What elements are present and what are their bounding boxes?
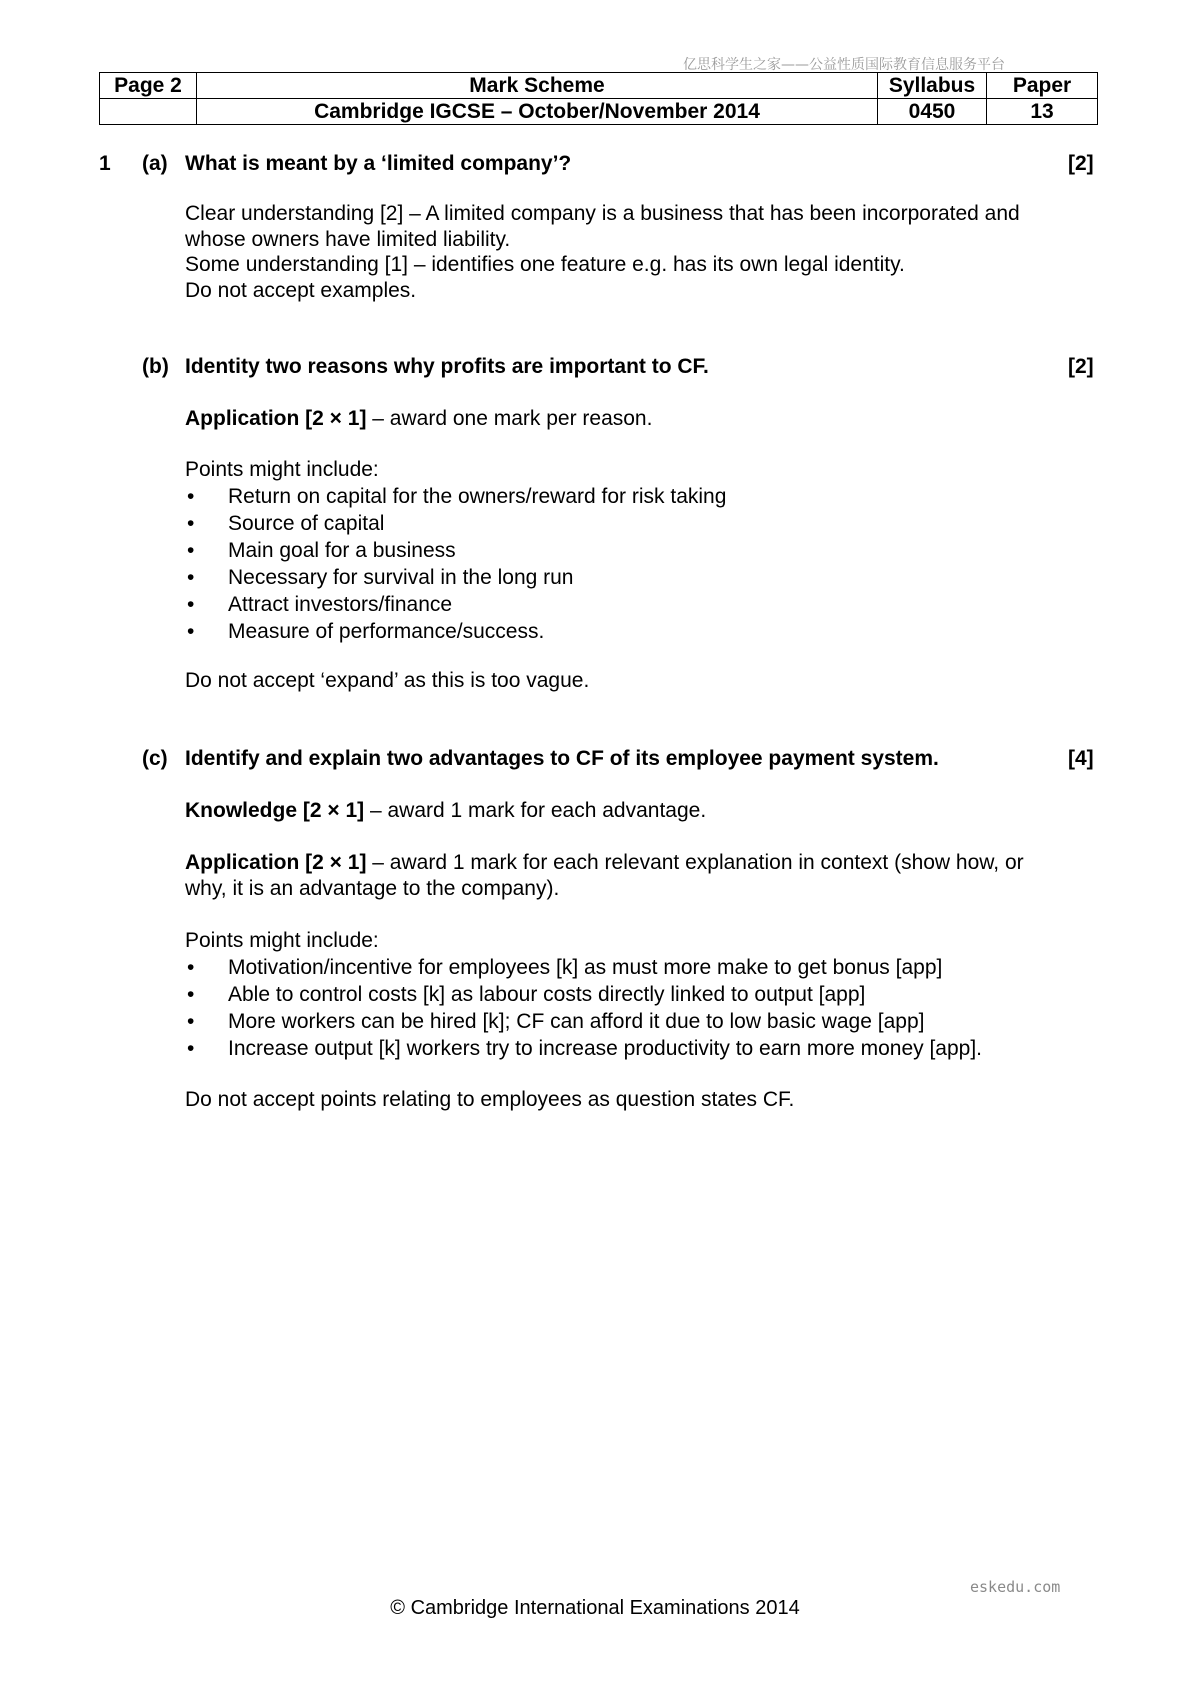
application-bold: Application [2 × 1] [185, 851, 367, 874]
part-b-points-list [185, 483, 726, 645]
list-item: • Increase output [k] workers try to increase productivity to earn more money [app]. [185, 1035, 982, 1062]
part-c-note: Do not accept points relating to employees as question states CF. [185, 1088, 795, 1111]
part-c-points-intro: Points might include: [185, 929, 379, 952]
part-b-application [185, 406, 652, 432]
part-a-line: Do not accept examples. [185, 279, 417, 302]
part-a-line: whose owners have limited liability. [185, 228, 511, 251]
part-c-label: (c) [142, 747, 168, 770]
paper-label: Paper [987, 73, 1098, 99]
part-c-knowledge [185, 798, 706, 824]
part-b-marks: [2] [1068, 355, 1094, 378]
part-c-question: Identify and explain two advantages to CF of its employee payment system. [185, 747, 939, 770]
list-item: • Motivation/incentive for employees [k] as must more make to get bonus [app] [185, 954, 982, 981]
list-item: • Main goal for a business [185, 537, 726, 564]
part-c-application-line2: why, it is an advantage to the company). [185, 877, 560, 900]
part-c-application [185, 850, 1024, 876]
syllabus-code: 0450 [878, 99, 987, 125]
part-c-points-list [185, 954, 982, 1062]
list-item: • Necessary for survival in the long run [185, 564, 726, 591]
part-c-marks: [4] [1068, 747, 1094, 770]
part-b-note: Do not accept ‘expand’ as this is too vague. [185, 669, 590, 692]
list-item: • Measure of performance/success. [185, 618, 726, 645]
part-a-question: What is meant by a ‘limited company’? [185, 152, 572, 175]
part-b-label: (b) [142, 355, 169, 378]
application-bold: Application [2 × 1] [185, 407, 367, 430]
paper-number: 13 [987, 99, 1098, 125]
part-a-marks: [2] [1068, 152, 1094, 175]
list-item: • Attract investors/finance [185, 591, 726, 618]
list-item: • Return on capital for the owners/reward for risk taking [185, 483, 726, 510]
list-item: • Able to control costs [k] as labour costs directly linked to output [app] [185, 981, 982, 1008]
part-a-label: (a) [142, 152, 168, 175]
application-rest: – award 1 mark for each relevant explanation in context (show how, or [366, 851, 1024, 874]
part-a-line: Clear understanding [2] – A limited company is a business that has been incorporated and [185, 202, 1020, 225]
empty-cell [100, 99, 197, 125]
knowledge-bold: Knowledge [2 × 1] [185, 799, 365, 822]
syllabus-label: Syllabus [878, 73, 987, 99]
header-table [99, 72, 1098, 125]
part-a-line: Some understanding [1] – identifies one feature e.g. has its own legal identity. [185, 253, 905, 276]
doc-title: Mark Scheme [197, 73, 878, 99]
page-number: Page 2 [100, 73, 197, 99]
copyright-footer: © Cambridge International Examinations 2014 [390, 1597, 800, 1619]
watermark-text: 亿思科学生之家——公益性质国际教育信息服务平台 [683, 57, 1005, 73]
list-item: • Source of capital [185, 510, 726, 537]
part-b-question: Identity two reasons why profits are important to CF. [185, 355, 709, 378]
application-rest: – award one mark per reason. [366, 407, 653, 430]
knowledge-rest: – award 1 mark for each advantage. [364, 799, 707, 822]
part-b-points-intro: Points might include: [185, 458, 379, 481]
question-number: 1 [99, 152, 111, 175]
exam-name: Cambridge IGCSE – October/November 2014 [197, 99, 878, 125]
site-watermark: eskedu.com [970, 1578, 1061, 1596]
list-item: • More workers can be hired [k]; CF can afford it due to low basic wage [app] [185, 1008, 982, 1035]
